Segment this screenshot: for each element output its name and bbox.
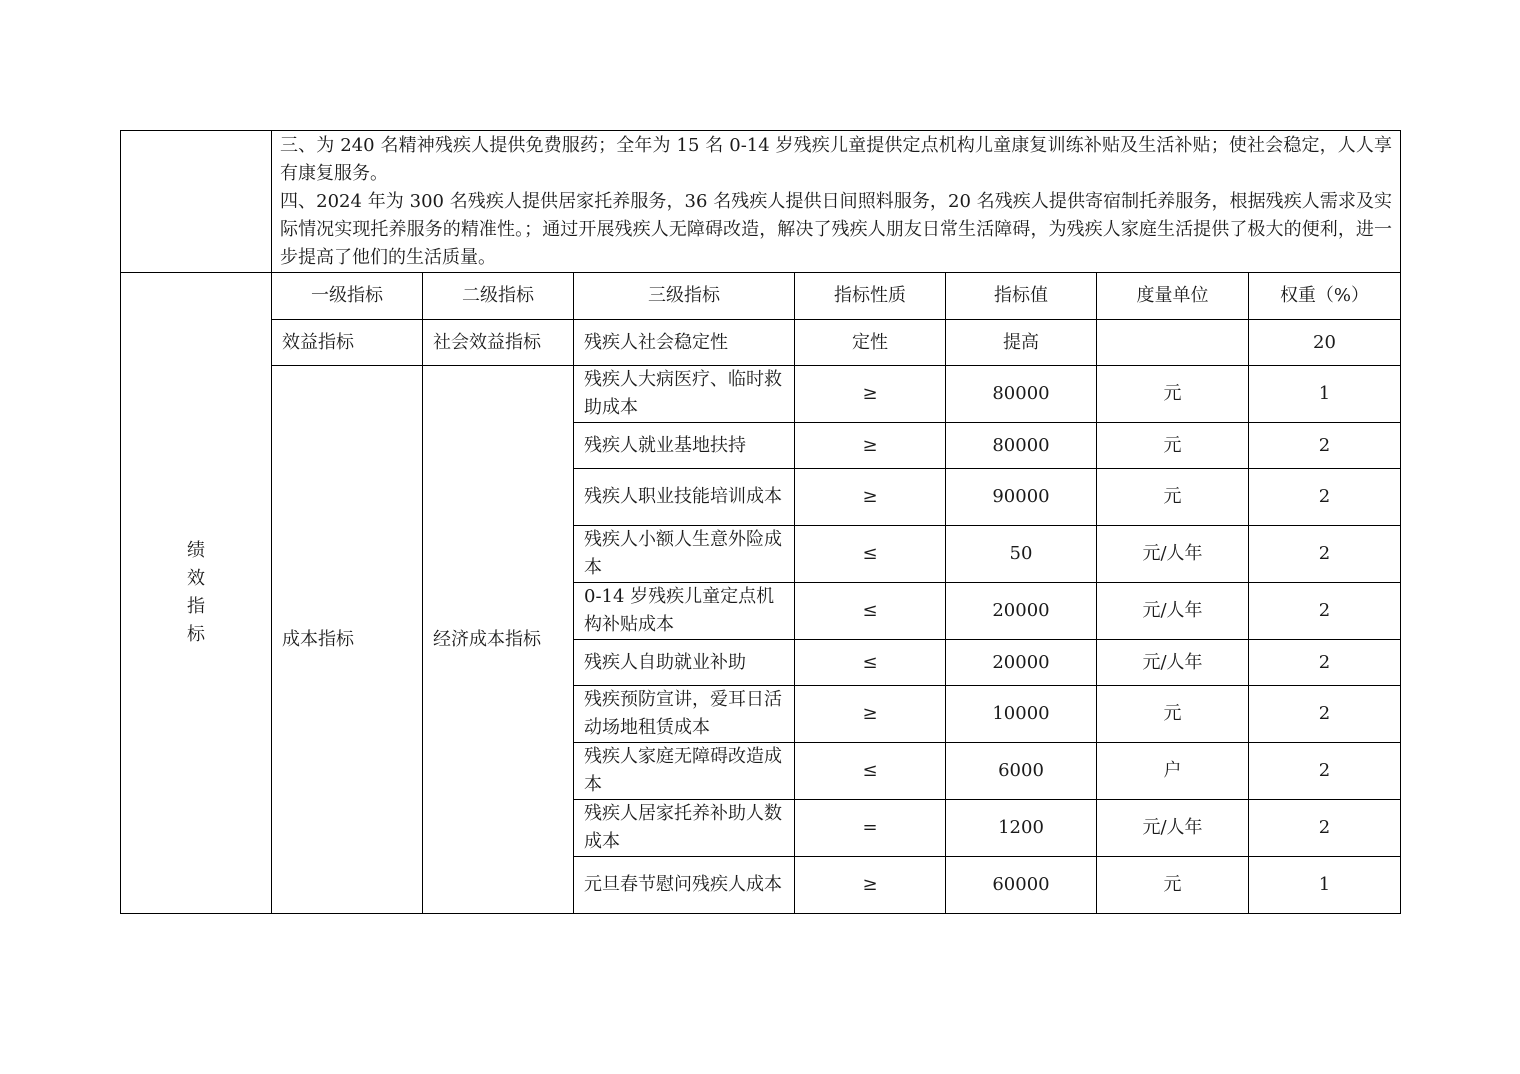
benefit-unit <box>1097 320 1249 366</box>
cost-nature: ≤ <box>795 743 946 800</box>
cost-nature: ≥ <box>795 857 946 914</box>
cost-level3: 残疾人小额人生意外险成本 <box>574 526 795 583</box>
cost-level3: 0-14 岁残疾儿童定点机构补贴成本 <box>574 583 795 640</box>
cost-weight: 2 <box>1249 800 1401 857</box>
cost-value: 60000 <box>946 857 1097 914</box>
cost-unit: 元/人年 <box>1097 640 1249 686</box>
cost-value: 90000 <box>946 469 1097 526</box>
goals-cell <box>272 131 1401 273</box>
performance-indicator-table <box>120 130 1401 914</box>
cost-level3: 残疾人职业技能培训成本 <box>574 469 795 526</box>
cost-nature: ≥ <box>795 469 946 526</box>
cost-nature: ≤ <box>795 526 946 583</box>
cost-value: 50 <box>946 526 1097 583</box>
cost-weight: 2 <box>1249 526 1401 583</box>
benefit-value: 提高 <box>946 320 1097 366</box>
cost-unit: 元/人年 <box>1097 800 1249 857</box>
cost-weight: 2 <box>1249 423 1401 469</box>
header-nature: 指标性质 <box>795 273 946 320</box>
header-weight: 权重（%） <box>1249 273 1401 320</box>
cost-level3: 残疾预防宣讲，爱耳日活动场地租赁成本 <box>574 686 795 743</box>
cost-unit: 元/人年 <box>1097 526 1249 583</box>
benefit-level3: 残疾人社会稳定性 <box>574 320 795 366</box>
cost-value: 6000 <box>946 743 1097 800</box>
cost-value: 20000 <box>946 583 1097 640</box>
cost-unit: 元 <box>1097 686 1249 743</box>
side-label-char: 效 <box>187 568 205 589</box>
benefit-nature: 定性 <box>795 320 946 366</box>
cost-value: 20000 <box>946 640 1097 686</box>
benefit-level2: 社会效益指标 <box>423 320 574 366</box>
cost-weight: 2 <box>1249 469 1401 526</box>
header-value: 指标值 <box>946 273 1097 320</box>
side-label-char: 指 <box>187 596 205 617</box>
cost-value: 80000 <box>946 423 1097 469</box>
cost-nature: ≤ <box>795 583 946 640</box>
header-row <box>121 273 1401 320</box>
cost-weight: 2 <box>1249 743 1401 800</box>
cost-nature: ≥ <box>795 366 946 423</box>
cost-level3: 残疾人就业基地扶持 <box>574 423 795 469</box>
cost-unit: 元/人年 <box>1097 583 1249 640</box>
cost-value: 80000 <box>946 366 1097 423</box>
goal-paragraph-4: 四、2024 年为 300 名残疾人提供居家托养服务，36 名残疾人提供日间照料服务，20 名残疾人提供寄宿制托养服务，根据残疾人需求及实际情况实现托养服务的精准性。；通过开展残疾人无障碍改造，解决了残疾人朋友日常生活障碍，为残疾人家庭生活提供了极大的便利，进一步提高了他们的生活质量。 <box>280 191 1392 268</box>
cost-weight: 1 <box>1249 857 1401 914</box>
cost-level2: 经济成本指标 <box>423 366 574 914</box>
cost-weight: 2 <box>1249 583 1401 640</box>
cost-weight: 2 <box>1249 640 1401 686</box>
cost-level3: 元旦春节慰问残疾人成本 <box>574 857 795 914</box>
performance-indicator-label <box>121 273 272 914</box>
cost-row <box>121 366 1401 423</box>
cost-unit: 元 <box>1097 423 1249 469</box>
goal-paragraph-3: 三、为 240 名精神残疾人提供免费服药；全年为 15 名 0-14 岁残疾儿童提供定点机构儿童康复训练补贴及生活补贴；使社会稳定，人人享有康复服务。 <box>280 135 1392 184</box>
goals-left-cell <box>121 131 272 273</box>
header-level3: 三级指标 <box>574 273 795 320</box>
cost-level3: 残疾人自助就业补助 <box>574 640 795 686</box>
cost-nature: = <box>795 800 946 857</box>
side-label-char: 标 <box>187 624 205 645</box>
cost-level3: 残疾人家庭无障碍改造成本 <box>574 743 795 800</box>
header-level2: 二级指标 <box>423 273 574 320</box>
cost-level3: 残疾人大病医疗、临时救助成本 <box>574 366 795 423</box>
cost-value: 10000 <box>946 686 1097 743</box>
goals-row <box>121 131 1401 273</box>
header-unit: 度量单位 <box>1097 273 1249 320</box>
cost-unit: 元 <box>1097 469 1249 526</box>
cost-weight: 2 <box>1249 686 1401 743</box>
cost-unit: 元 <box>1097 366 1249 423</box>
benefit-level1: 效益指标 <box>272 320 423 366</box>
cost-level1: 成本指标 <box>272 366 423 914</box>
cost-nature: ≤ <box>795 640 946 686</box>
cost-nature: ≥ <box>795 686 946 743</box>
cost-unit: 户 <box>1097 743 1249 800</box>
cost-nature: ≥ <box>795 423 946 469</box>
cost-weight: 1 <box>1249 366 1401 423</box>
cost-value: 1200 <box>946 800 1097 857</box>
cost-unit: 元 <box>1097 857 1249 914</box>
benefit-weight: 20 <box>1249 320 1401 366</box>
side-label-char: 绩 <box>187 540 205 561</box>
benefit-row <box>121 320 1401 366</box>
cost-level3: 残疾人居家托养补助人数成本 <box>574 800 795 857</box>
header-level1: 一级指标 <box>272 273 423 320</box>
